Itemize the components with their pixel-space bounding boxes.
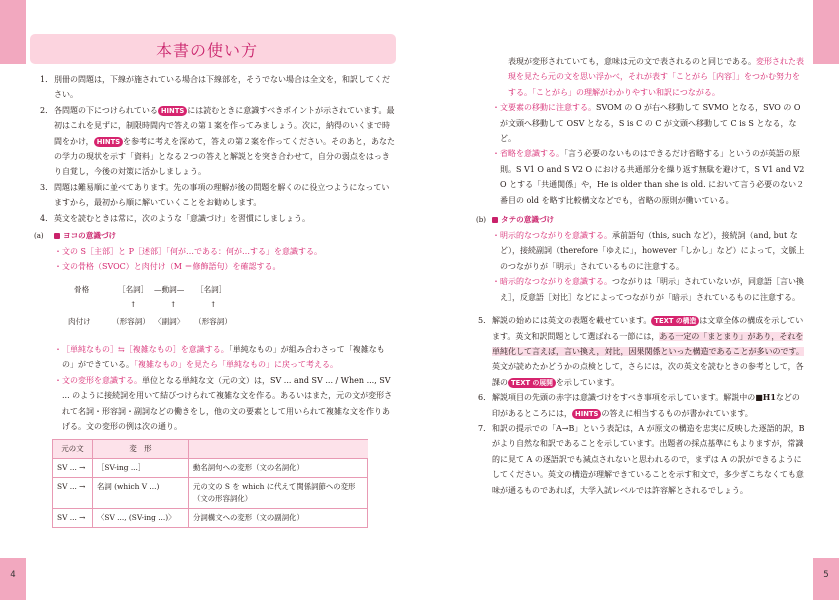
- hints-badge: HINTS: [158, 106, 187, 116]
- item-text: 和訳の提示での「A→B」という表記は，A が原文の構造を忠実に反映した逐語的訳，B がより自然な和訳であることを示しています。出題者の採点基準にもよりますが，常識的に見て A の逐語訳でも減点されないと思われるので，まずは A の訳ができるようにしてください。英文の構造が理解できていることを示す和文で，多少ぎこちなくても意味が通るものであれば，大学入試レベルでは許容解とされるでしょう。: [492, 423, 805, 495]
- table-cell: SV ... →: [53, 509, 93, 528]
- table-header: 元の文: [53, 440, 93, 459]
- title-bar: [30, 34, 396, 64]
- grid-noun-1: ［名詞］: [118, 284, 149, 294]
- table-header-row: [53, 440, 368, 459]
- bullet-item: ・ 省略を意識する。「言う必要のないものはできるだけ省略する」というのが英語の原則。S V1 O and S V2 O における共通部分を繰り返す無駄を避けて，S V1 and V2 O とする「共通関係」や，He is older than she is old. において言う必要のない２番目の old を略す比較構文などでも，省略の原則が働いている。: [492, 149, 805, 205]
- item-text: 各問題の下につけられている HINTS には読むときに意識すべきポイントが示されています。最初はこれを見ずに，制限時間内で答えの第１案を作ってみましょう。次に，納得のいくまで時間をかけ， HINTS を参考に考えを深めて，答えの第２案を作ってください。そのあと，あなたの学力の現状を示す「資料」となる２つの答えと解説とを突き合わせて，自分の弱点をはっきり自覚し，今後の対策に活かしましょう。: [54, 105, 395, 177]
- h1-marker: ■H1: [755, 392, 776, 403]
- grid-adverb: 〈副詞〉: [154, 316, 185, 326]
- right-page: [476, 54, 806, 498]
- grid-adj-1: （形容詞）: [112, 316, 150, 326]
- left-edge-tab: [0, 0, 26, 64]
- bullet-item: ・ 明示的なつながりを意識する。承前語句（this, such など），接続詞（and, but など），接続副詞（therefore「ゆえに」，however「しかし」など）によって，文脈上のつながりが「明示」されているものに注意する。: [492, 231, 805, 271]
- table-cell: SV ... →: [53, 459, 93, 478]
- item-text: 解説の始めには英文の表題を載せています。 TEXT の構造 は文章全体の構成を示しています。英文和訳問題として選ばれる一節には，ある一定の「まとまり」があり，それを単純化して言えば，言い換え，対比，因果関係といった構造であることが多いのです。英文が読めたかどうかの点検として，さらには，次の英文を読むときの参考として，各課の TEXT の展開 を示しています。: [492, 316, 804, 387]
- table-cell: 〈SV ..., (SV-ing ...)〉: [93, 509, 189, 528]
- bullet-item: ・ 文の変形を意識する。単位となる単純な文（元の文）は，SV ... and SV ... / When ..., SV ... のように接続詞を用いて結びつけられて複雑な文を作る。あるいはまた，元の文が変形されて名詞・形容詞・副詞などの働きをし，他の文の要素として用いられて複雑な文を作りあげる。文の変形の例は次の通り。: [54, 375, 393, 431]
- item-1: [30, 72, 396, 103]
- continued-bullet: 表現が変形されていても，意味は元の文で表されるのと同じである。変形された表現を見たら元の文を思い浮かべ，それが表す「ことがら［内容］」をつかむ努力をする。「ことがら」の理解がわかりやすい和訳につながる。: [508, 57, 804, 97]
- table-row: [53, 459, 368, 478]
- grid-bone-label: 骨格: [74, 284, 90, 294]
- right-edge-tab: [813, 0, 839, 64]
- left-page: [30, 34, 396, 528]
- section-tag: (b): [476, 216, 486, 225]
- bullet-item: ・ 文の S［主部］と P［述部］「何が…である：何が…する」を意識する。: [54, 247, 322, 257]
- up-arrow-icon: ↑: [130, 299, 137, 309]
- item-number: 1．: [40, 75, 54, 84]
- section-tag: (a): [34, 232, 44, 241]
- grid-verb: —動詞—: [154, 284, 185, 294]
- highlighted-text: ある一定の「まとまり」があり，それを単純化して言えば，言い換え，対比，因果関係といった構造であることが多いのです。: [492, 331, 804, 356]
- item-text: 英文を読むときは常に，次のような「意識づけ」を習慣にしましょう。: [54, 213, 310, 223]
- grid-noun-2: ［名詞］: [196, 284, 227, 294]
- item-6: [476, 390, 806, 421]
- item-number: 2．: [40, 105, 54, 115]
- section-label: ヨコの意識づけ: [63, 231, 117, 241]
- item-text: 別冊の問題は，下線が施されている場合は下線部を，そうでない場合は全文を，和訳してください。: [54, 75, 390, 100]
- table-cell: 元の文の S を which に代えて関係詞節への変形（文の形容詞化）: [189, 478, 368, 509]
- grid-flesh-label: 肉付け: [68, 316, 91, 326]
- bullet-item: ・ 文の骨格（SVOC）と肉付け（M ＝修飾語句）を確認する。: [54, 262, 281, 272]
- bullet-item: ・ ［単純なもの］⇆［複雑なもの］を意識する。「単純なもの」が組み合わさって「複雑なもの」ができている。「複雑なもの」を見たら「単純なもの」に戻って考える。: [54, 344, 385, 370]
- up-arrow-icon: ↑: [210, 299, 217, 309]
- table-cell: 分詞構文への変形（文の副詞化）: [189, 509, 368, 528]
- hints-badge: HINTS: [94, 137, 123, 147]
- item-2: [30, 103, 396, 180]
- item-number: 6．: [478, 393, 492, 403]
- item-3: [30, 180, 396, 211]
- item-7: [476, 421, 806, 498]
- page-number-left: 4: [0, 558, 26, 600]
- bullet-item: ・ 文要素の移動に注意する。SVOM の O が右へ移動して SVMO となる，SVO の O が文頭へ移動して OSV となる，S is C の C が文頭へ移動して C is S となる，など。: [492, 103, 801, 144]
- item-5: [476, 313, 806, 390]
- table-cell: ［SV-ing ...］: [93, 459, 189, 478]
- table-row: [53, 478, 368, 509]
- item-text: 問題は難易順に並べてあります。先の事項の理解が後の問題を解くのに役立つようになっていますから，最初から順に解いていくことをお勧めします。: [54, 182, 390, 208]
- item-4: [30, 211, 396, 226]
- item-number: 7．: [478, 423, 492, 433]
- item-text: 解説項目の先頭の赤字は意識づけをすべき事項を示しています。解説中の■H1などの印があるところには， HINTS の答えに相当するものが書かれています。: [492, 392, 800, 418]
- section-label: タテの意識づけ: [501, 215, 555, 225]
- item-number: 5．: [478, 316, 492, 326]
- grid-adj-2: （形容詞）: [194, 316, 232, 326]
- item-number: 4．: [40, 213, 54, 223]
- table-cell: 動名詞句への変形（文の名詞化）: [189, 459, 368, 478]
- hints-badge: HINTS: [572, 409, 601, 419]
- item-number: 3．: [40, 182, 54, 192]
- text-development-badge: TEXT の展開: [508, 378, 556, 388]
- table-cell: SV ... →: [53, 478, 93, 509]
- square-marker-icon: [492, 217, 498, 223]
- table-row: [53, 509, 368, 528]
- page-number-right: 5: [813, 558, 839, 600]
- square-marker-icon: [54, 233, 60, 239]
- text-structure-badge: TEXT の構造: [651, 316, 699, 326]
- table-cell: 名詞 (which V ...): [93, 478, 189, 509]
- table-header: 変 形: [93, 440, 189, 459]
- transformation-table: [52, 439, 368, 528]
- structure-diagram: [30, 278, 396, 340]
- up-arrow-icon: ↑: [170, 299, 177, 309]
- section-a-heading: [30, 228, 396, 244]
- section-b-heading: [476, 212, 806, 228]
- bullet-item: ・ 暗示的なつながりを意識する。つながりは「明示」されていないが，同意語［言い換え］，反意語［対比］などによってつながりが「暗示」されているものに注意する。: [492, 277, 804, 302]
- page-title: 本書の使い方: [156, 40, 259, 60]
